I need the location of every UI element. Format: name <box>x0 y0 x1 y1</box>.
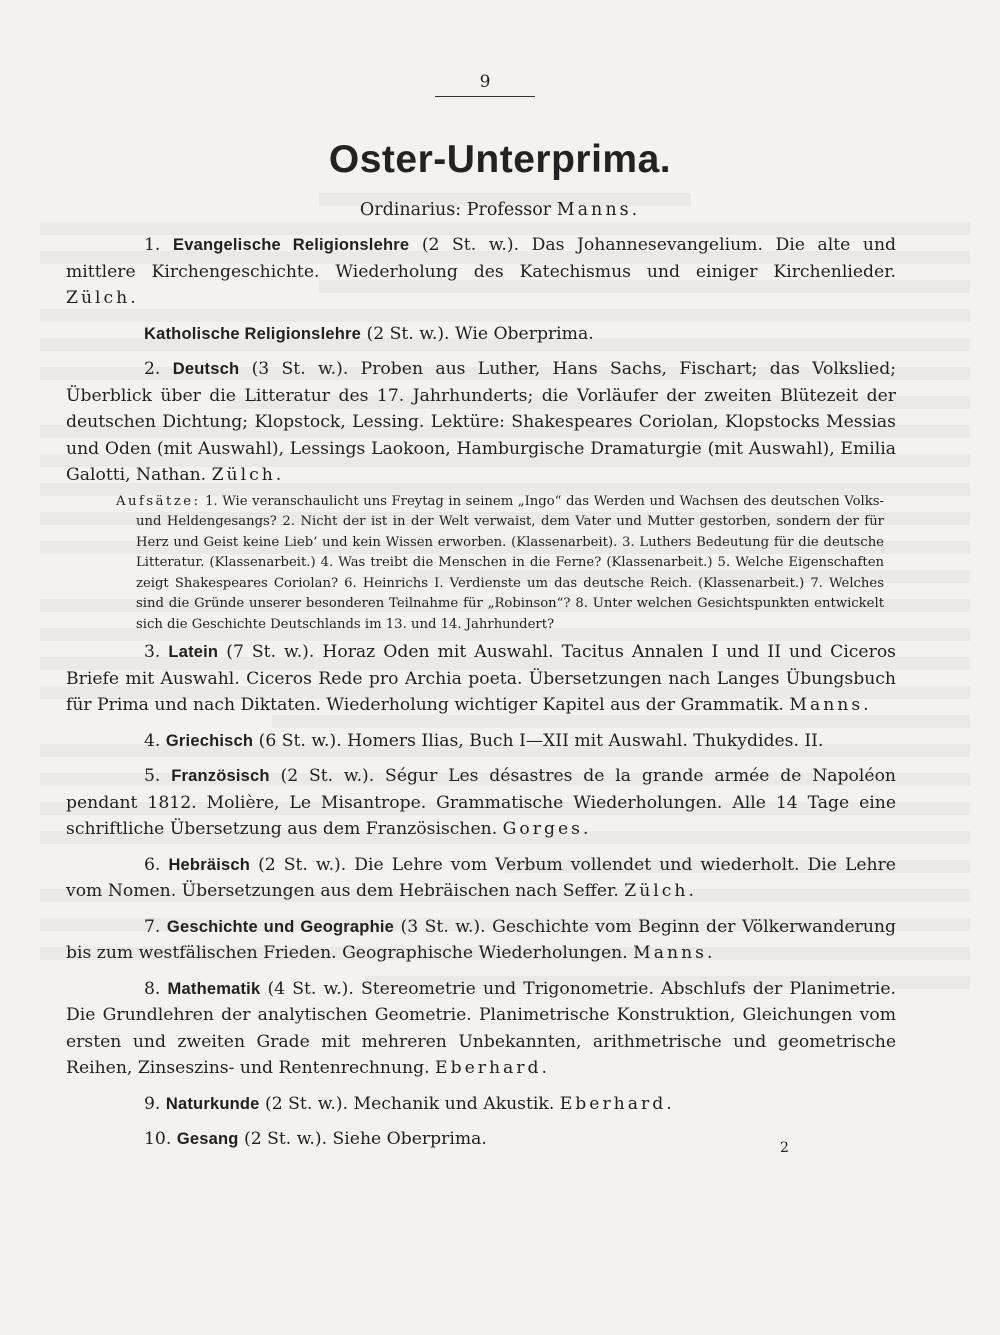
subject-hours: (2 St. w.). <box>421 235 520 255</box>
signature-mark: 2 <box>780 1140 789 1156</box>
subject-text: Proben aus Luther, Hans Sachs, Fischart; das Volkslied; Überblick über die Litteratur des 17. Jahrhunderts; die Vorläufer der zweiten Blütezeit der deutschen Dichtung; Klopstock, Lessing. Lektüre: Shakespeares Coriolan, Klopstocks Messias und Oden (mit Auswahl), Lessings Laokoon, Hamburgische Dramaturgie (mit Auswahl), Emilia Galotti, Nathan. <box>66 359 897 485</box>
teacher-name: Eberhard. <box>559 1093 675 1114</box>
item-katholische-religionslehre <box>66 321 896 348</box>
item-number: 2. <box>144 359 161 379</box>
subject-text: Mechanik und Akustik. <box>353 1093 555 1114</box>
subject-name: Katholische Religionslehre <box>144 324 362 343</box>
ordinarius-label: Ordinarius: Professor <box>359 200 552 220</box>
subject-name: Geschichte und Geographie <box>166 917 395 936</box>
item-evangelische-religionslehre <box>66 232 896 312</box>
teacher-name: Zülch. <box>66 288 139 308</box>
subject-name: Griechisch <box>165 731 254 750</box>
item-number: 10. <box>144 1129 172 1149</box>
item-deutsch <box>66 356 896 489</box>
item-latein <box>66 639 896 719</box>
item-gesang <box>66 1126 896 1153</box>
item-geschichte-geographie <box>66 914 896 967</box>
ordinarius-name: Manns. <box>556 200 641 220</box>
teacher-name: Zülch. <box>624 881 697 901</box>
subject-text: Horaz Oden mit Auswahl. Tacitus Annalen I und II und Ciceros Briefe mit Auswahl. Ciceros Rede pro Archia poeta. Übersetzungen nach Langes Übungsbuch für Prima und nach Diktaten. Wiederholung wichtiger Kapitel aus der Grammatik. <box>66 642 896 715</box>
subject-hours: (6 St. w.). <box>258 730 342 751</box>
aufsaetze-label: Aufsätze: <box>116 493 201 509</box>
item-number: 4. <box>144 730 161 751</box>
subject-name: Latein <box>168 643 219 661</box>
teacher-name: Gorges. <box>502 819 592 839</box>
item-number: 7. <box>144 916 161 937</box>
subject-hours: (2 St. w.). <box>244 1129 328 1149</box>
teacher-name: Manns. <box>633 943 716 963</box>
subject-hours: (3 St. w.). <box>251 359 349 379</box>
page-title: Oster-Unterprima. <box>328 138 672 181</box>
subject-hours: (4 St. w.). <box>267 978 354 999</box>
item-number: 1. <box>144 235 161 255</box>
subject-name: Mathematik <box>167 979 261 998</box>
subject-text: Ségur Les désastres de la grande armée de Napoléon pendant 1812. Molière, Le Misantrope. Grammatische Wiederholungen. Alle 14 Tage eine schriftliche Übersetzung aus dem Französischen. <box>66 766 896 839</box>
subject-text: Siehe Oberprima. <box>332 1129 487 1149</box>
subject-text: Geschichte vom Beginn der Völkerwanderung bis zum westfälischen Frieden. Geographische Wiederholungen. <box>66 916 896 963</box>
subject-hours: (2 St. w.). <box>280 766 375 786</box>
subject-hours: (2 St. w.). <box>366 323 450 344</box>
item-number: 6. <box>144 854 161 875</box>
item-number: 9. <box>144 1093 161 1114</box>
item-number: 5. <box>144 766 161 786</box>
subject-name: Gesang <box>176 1130 239 1148</box>
subject-name: Evangelische Religionslehre <box>172 236 410 254</box>
item-mathematik <box>66 976 896 1082</box>
page-number-rule <box>435 96 535 97</box>
page-number: 9 <box>479 72 491 92</box>
aufsaetze-text: 1. Wie veranschaulicht uns Freytag in seinem „Ingo“ das Werden und Wachsen des deutschen Volks- und Heldengesangs? 2. Nicht der ist in der Welt verwaist, dem Vater und Mutter gestorben, sondern der für Herz und Geist keine Lieb’ und kein Wissen erworben. (Klassenarbeit). 3. Luthers Bedeutung für die deutsche Litteratur. (Klassenarbeit.) 4. Was treibt die Menschen in die Ferne? (Klassenarbeit.) 5. Welche Eigenschaften zeigt Shakespeares Coriolan? 6. Heinrichs I. Verdienste um das deutsche Reich. (Klassenarbeit.) 7. Welches sind die Gründe unserer besonderen Teilnahme für „Robinson“? 8. Unter welchen Gesichtspunkten entwickelt sich die Geschichte Deutschlands im 13. und 14. Jahrhundert? <box>136 493 884 632</box>
teacher-name: Manns. <box>789 695 872 715</box>
teacher-name: Eberhard. <box>435 1058 550 1078</box>
subject-name: Französisch <box>171 767 270 785</box>
subject-text: Wie Oberprima. <box>454 323 594 344</box>
subject-text: Die Lehre vom Verbum vollendet und wiederholt. Die Lehre vom Nomen. Übersetzungen aus dem Hebräischen nach Seffer. <box>66 854 896 901</box>
subject-hours: (2 St. w.). <box>265 1093 349 1114</box>
teacher-name: Zülch. <box>211 465 285 485</box>
item-hebraeisch <box>66 852 896 905</box>
aufsaetze-list <box>66 492 896 636</box>
subject-name: Naturkunde <box>165 1094 260 1113</box>
subject-text: Stereometrie und Trigonometrie. Abschlufs der Planimetrie. Die Grundlehren der analytischen Geometrie. Planimetrische Konstruktion, Gleichungen vom ersten und zweiten Grade mit mehreren Unbekannten, arithmetrische und geometrische Reihen, Zinseszins- und Rentenrechnung. <box>66 978 896 1078</box>
subject-text: Das Johannesevangelium. Die alte und mittlere Kirchengeschichte. Wiederholung des Katechismus und einiger Kirchenlieder. <box>66 235 897 282</box>
subject-hours: (7 St. w.). <box>226 642 315 662</box>
item-number: 8. <box>144 978 161 999</box>
subject-hours: (2 St. w.). <box>258 854 347 875</box>
curriculum-body <box>66 232 896 1153</box>
item-number: 3. <box>144 642 161 662</box>
item-naturkunde <box>66 1091 896 1118</box>
subject-hours: (3 St. w.). <box>400 916 486 937</box>
subject-text: Homers Ilias, Buch I—XII mit Auswahl. Thukydides. II. <box>347 730 824 751</box>
ordinarius-line <box>0 200 1000 220</box>
subject-name: Hebräisch <box>168 855 251 874</box>
item-franzoesisch <box>66 763 896 843</box>
item-griechisch <box>66 728 896 755</box>
subject-name: Deutsch <box>172 360 240 378</box>
